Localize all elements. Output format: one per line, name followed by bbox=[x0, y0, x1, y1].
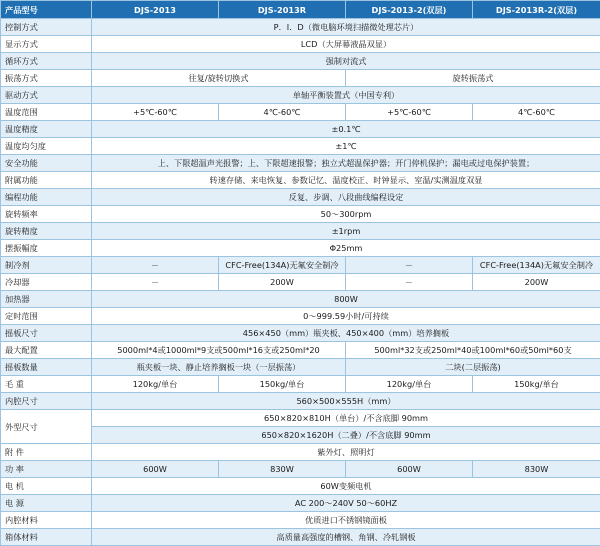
spec-value: 5000ml*4或1000ml*9支或500ml*16支或250ml*20 bbox=[92, 342, 346, 359]
spec-value: LCD（大屏幕液晶双显） bbox=[92, 36, 600, 53]
spec-value: 反复、步调、八段曲线编程设定 bbox=[92, 189, 600, 206]
spec-label: 箱体材料 bbox=[1, 529, 92, 546]
spec-value: 强制对流式 bbox=[92, 53, 600, 70]
spec-value: 600W bbox=[346, 461, 473, 478]
spec-label: 摆振幅度 bbox=[1, 240, 92, 257]
spec-value: 瓶夹板一块、静止培养搁板一块（一层振荡） bbox=[92, 359, 346, 376]
spec-label: 附属功能 bbox=[1, 172, 92, 189]
spec-label: 毛 重 bbox=[1, 376, 92, 393]
spec-value: 0～999.59小时/可持续 bbox=[92, 308, 600, 325]
spec-label: 内腔尺寸 bbox=[1, 393, 92, 410]
spec-value: ±1rpm bbox=[92, 223, 600, 240]
spec-label: 安全功能 bbox=[1, 155, 92, 172]
spec-label: 循环方式 bbox=[1, 53, 92, 70]
spec-label: 旋转精度 bbox=[1, 223, 92, 240]
spec-value: 高质量高强度的槽钢、角钢、冷轧钢板 bbox=[92, 529, 600, 546]
model-name: DJS-2013 bbox=[92, 1, 219, 19]
spec-row bbox=[1, 36, 600, 53]
spec-row bbox=[1, 529, 600, 546]
spec-value: +5℃-60℃ bbox=[92, 104, 219, 121]
spec-row bbox=[1, 104, 600, 121]
spec-label: 控制方式 bbox=[1, 19, 92, 36]
spec-row bbox=[1, 257, 600, 274]
spec-label: 编程功能 bbox=[1, 189, 92, 206]
spec-value: － bbox=[92, 274, 219, 291]
spec-value: 200W bbox=[219, 274, 346, 291]
spec-label: 外型尺寸 bbox=[1, 410, 92, 444]
spec-label: 制冷剂 bbox=[1, 257, 92, 274]
spec-label: 定时范围 bbox=[1, 308, 92, 325]
spec-row bbox=[1, 342, 600, 359]
spec-label: 旋转频率 bbox=[1, 206, 92, 223]
spec-row bbox=[1, 291, 600, 308]
spec-row bbox=[1, 155, 600, 172]
spec-label: 温度均匀度 bbox=[1, 138, 92, 155]
spec-value: 二块(二层振荡) bbox=[346, 359, 600, 376]
spec-value: 500ml*32支或250ml*40或100ml*60或50ml*60支 bbox=[346, 342, 600, 359]
spec-row bbox=[1, 512, 600, 529]
model-name: DJS-2013R bbox=[219, 1, 346, 19]
spec-value: 4℃-60℃ bbox=[473, 104, 600, 121]
spec-label: 加热器 bbox=[1, 291, 92, 308]
spec-row bbox=[1, 393, 600, 410]
spec-label: 振荡方式 bbox=[1, 70, 92, 87]
spec-row bbox=[1, 121, 600, 138]
spec-label: 功 率 bbox=[1, 461, 92, 478]
spec-row bbox=[1, 274, 600, 291]
spec-row bbox=[1, 359, 600, 376]
spec-row bbox=[1, 478, 600, 495]
spec-value: 50～300rpm bbox=[92, 206, 600, 223]
spec-row bbox=[1, 70, 600, 87]
spec-label: 电 源 bbox=[1, 495, 92, 512]
spec-value: ±0.1℃ bbox=[92, 121, 600, 138]
spec-row bbox=[1, 189, 600, 206]
spec-value: Φ25mm bbox=[92, 240, 600, 257]
spec-row bbox=[1, 172, 600, 189]
spec-row bbox=[1, 19, 600, 36]
spec-value: 600W bbox=[92, 461, 219, 478]
spec-value: 60W变频电机 bbox=[92, 478, 600, 495]
spec-label: 摇板尺寸 bbox=[1, 325, 92, 342]
spec-row bbox=[1, 444, 600, 461]
spec-label: 冷却器 bbox=[1, 274, 92, 291]
spec-value: P．I．D（微电脑环境扫描微处理芯片） bbox=[92, 19, 600, 36]
spec-label: 显示方式 bbox=[1, 36, 92, 53]
spec-value: 150kg/单台 bbox=[219, 376, 346, 393]
spec-value: 650×820×1620H（二叠）/不含底脚 90mm bbox=[92, 427, 600, 444]
spec-value: 转速存储、来电恢复、参数记忆、温度校正、时钟显示、室温/实测温度双显 bbox=[92, 172, 600, 189]
spec-label: 温度范围 bbox=[1, 104, 92, 121]
spec-value: +5℃-60℃ bbox=[346, 104, 473, 121]
spec-row bbox=[1, 495, 600, 512]
spec-value: 单轴平衡装置式（中国专利） bbox=[92, 87, 600, 104]
spec-row bbox=[1, 53, 600, 70]
spec-label: 附 件 bbox=[1, 444, 92, 461]
spec-row bbox=[1, 206, 600, 223]
header-label: 产品型号 bbox=[1, 1, 92, 19]
header-row bbox=[1, 1, 600, 19]
spec-row bbox=[1, 325, 600, 342]
spec-value: 上、下限超温声光报警；上、下限超速报警；独立式超温保护器；开门停机保护；漏电或过电保护装置； bbox=[92, 155, 600, 172]
spec-value: － bbox=[346, 274, 473, 291]
spec-label: 最大配置 bbox=[1, 342, 92, 359]
model-name: DJS-2013-2(双层) bbox=[346, 1, 473, 19]
spec-value: ±1℃ bbox=[92, 138, 600, 155]
spec-row bbox=[1, 308, 600, 325]
spec-value: 800W bbox=[92, 291, 600, 308]
spec-value: － bbox=[346, 257, 473, 274]
spec-value: AC 200～240V 50～60HZ bbox=[92, 495, 600, 512]
spec-value: 往复/旋转切换式 bbox=[92, 70, 346, 87]
spec-label: 内腔材料 bbox=[1, 512, 92, 529]
spec-value: 优质进口不锈钢镜面板 bbox=[92, 512, 600, 529]
spec-value: 4℃-60℃ bbox=[219, 104, 346, 121]
spec-label: 电 机 bbox=[1, 478, 92, 495]
spec-row bbox=[1, 138, 600, 155]
spec-row bbox=[1, 376, 600, 393]
model-name: DJS-2013R-2(双层) bbox=[473, 1, 600, 19]
spec-table-body bbox=[1, 1, 600, 546]
spec-label: 温度精度 bbox=[1, 121, 92, 138]
spec-value: 150kg/单台 bbox=[473, 376, 600, 393]
spec-value: 830W bbox=[219, 461, 346, 478]
spec-value: 650×820×810H（单台）/不含底脚 90mm bbox=[92, 410, 600, 427]
spec-row bbox=[1, 240, 600, 257]
spec-value: CFC-Free(134A)无氟安全制冷 bbox=[219, 257, 346, 274]
spec-value: CFC-Free(134A)无氟安全制冷 bbox=[473, 257, 600, 274]
spec-value: 200W bbox=[473, 274, 600, 291]
spec-label: 摇板数量 bbox=[1, 359, 92, 376]
spec-row bbox=[1, 223, 600, 240]
spec-value: 830W bbox=[473, 461, 600, 478]
spec-value: 560×500×555H（mm） bbox=[92, 393, 600, 410]
spec-row bbox=[1, 87, 600, 104]
spec-row bbox=[1, 461, 600, 478]
spec-label: 驱动方式 bbox=[1, 87, 92, 104]
spec-row bbox=[1, 410, 600, 427]
spec-value: － bbox=[92, 257, 219, 274]
spec-value: 旋转振荡式 bbox=[346, 70, 600, 87]
spec-value: 120kg/单台 bbox=[92, 376, 219, 393]
spec-value: 紫外灯、照明灯 bbox=[92, 444, 600, 461]
spec-value: 456×450（mm）瓶夹板、450×400（mm）培养搁板 bbox=[92, 325, 600, 342]
spec-value: 120kg/单台 bbox=[346, 376, 473, 393]
